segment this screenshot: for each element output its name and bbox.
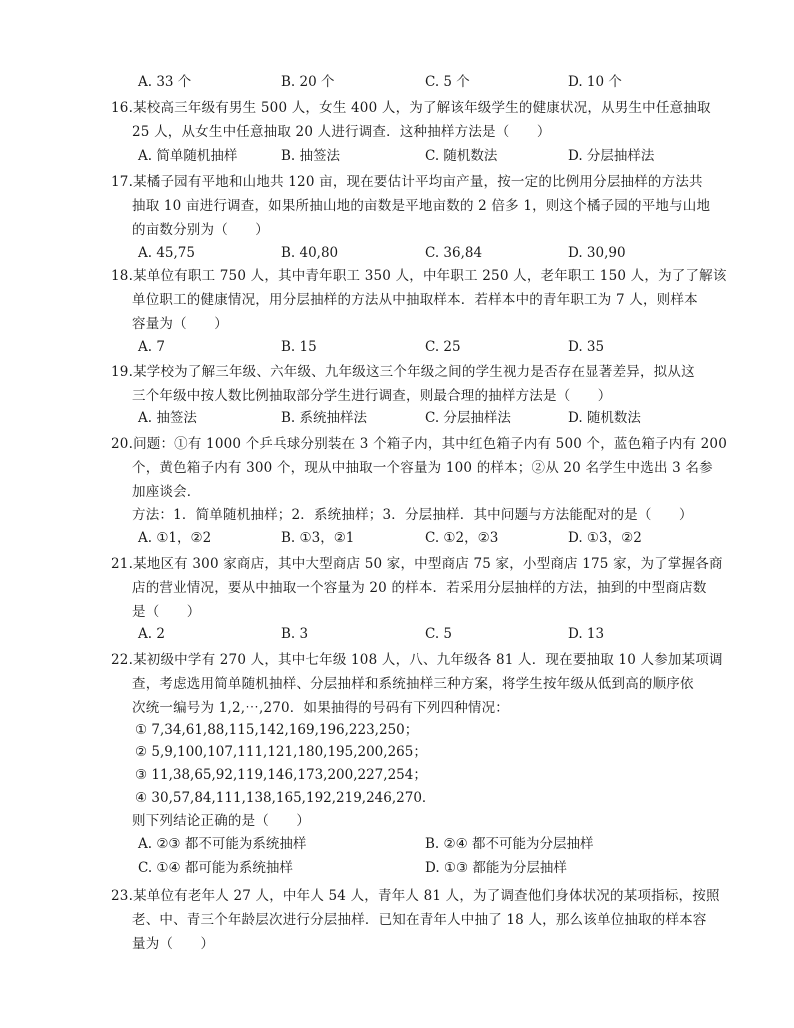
q19-option-a: A. 抽签法 bbox=[138, 410, 197, 426]
q17-stem-line-3: 的亩数分别为（ ） bbox=[132, 222, 269, 238]
q21-stem-line-1: 21.某地区有 300 家商店，其中大型商店 50 家，中型商店 75 家，小型商店 175 家，为了掌握各商 bbox=[111, 556, 723, 572]
q18-option-b: B. 15 bbox=[281, 339, 317, 355]
q22-option-b: B. ②④ 都不可能为分层抽样 bbox=[425, 836, 594, 852]
q15-option-b: B. 20 个 bbox=[281, 74, 335, 90]
q22-sample-1: ① 7,34,61,88,115,142,169,196,223,250； bbox=[135, 722, 419, 738]
q22-stem-line-3: 次统一编号为 1,2,⋯,270．如果抽得的号码有下列四种情况： bbox=[132, 700, 510, 716]
q19-stem-line-1: 19.某学校为了解三年级、六年级、九年级这三个年级之间的学生视力是否存在显著差异，拟从这 bbox=[111, 364, 695, 380]
q22-option-c: C. ①④ 都可能为系统抽样 bbox=[138, 860, 293, 876]
q20-option-a: A. ①1，②2 bbox=[138, 530, 212, 546]
q19-option-b: B. 系统抽样法 bbox=[281, 410, 368, 426]
q16-option-b: B. 抽签法 bbox=[281, 148, 341, 164]
q18-option-a: A. 7 bbox=[138, 339, 165, 355]
q22-option-d: D. ①③ 都能为分层抽样 bbox=[425, 860, 567, 876]
q17-option-a: A. 45,75 bbox=[138, 245, 195, 261]
q17-option-b: B. 40,80 bbox=[281, 245, 339, 261]
q17-stem-line-2: 抽取 10 亩进行调查，如果所抽山地的亩数是平地亩数的 2 倍多 1，则这个橘子园的平地与山地 bbox=[132, 198, 711, 214]
q23-stem-line-2: 老、中、青三个年龄层次进行分层抽样．已知在青年人中抽了 18 人，那么该单位抽取的样本容 bbox=[132, 912, 707, 928]
q18-stem-line-3: 容量为（ ） bbox=[132, 316, 228, 332]
q19-option-d: D. 随机数法 bbox=[568, 410, 641, 426]
q18-stem-line-1: 18.某单位有职工 750 人，其中青年职工 350 人，中年职工 250 人，老年职工 150 人，为了了解该 bbox=[111, 268, 727, 284]
q20-stem-line-4: 方法：1．简单随机抽样；2．系统抽样；3．分层抽样．其中问题与方法能配对的是（ ） bbox=[132, 507, 693, 523]
q20-option-c: C. ①2，②3 bbox=[425, 530, 499, 546]
q21-stem-line-2: 店的营业情况，要从中抽取一个容量为 20 的样本．若采用分层抽样的方法，抽到的中型商店数 bbox=[132, 580, 707, 596]
q21-option-d: D. 13 bbox=[568, 626, 605, 642]
q20-stem-line-1: 20.问题：①有 1000 个乒乓球分别装在 3 个箱子内，其中红色箱子内有 500 个，蓝色箱子内有 200 bbox=[111, 436, 727, 452]
q19-option-c: C. 分层抽样法 bbox=[425, 410, 511, 426]
q16-stem-line-2: 25 人，从女生中任意抽取 20 人进行调查．这种抽样方法是（ ） bbox=[132, 124, 551, 140]
q20-stem-line-2: 个，黄色箱子内有 300 个，现从中抽取一个容量为 100 的样本；②从 20 名学生中选出 3 名参 bbox=[132, 460, 713, 476]
q18-option-c: C. 25 bbox=[425, 339, 461, 355]
q22-stem-line-2: 查，考虑选用简单随机抽样、分层抽样和系统抽样三种方案，将学生按年级从低到高的顺序依 bbox=[132, 676, 694, 692]
q15-option-c: C. 5 个 bbox=[425, 74, 470, 90]
q17-option-d: D. 30,90 bbox=[568, 245, 626, 261]
q16-option-c: C. 随机数法 bbox=[425, 148, 498, 164]
q16-option-a: A. 简单随机抽样 bbox=[138, 148, 238, 164]
q20-option-b: B. ①3，②1 bbox=[281, 530, 355, 546]
q22-stem-line-1: 22.某初级中学有 270 人，其中七年级 108 人，八、九年级各 81 人．现在要抽取 10 人参加某项调 bbox=[111, 652, 723, 668]
q22-prompt: 则下列结论正确的是（ ） bbox=[132, 813, 311, 829]
q21-option-c: C. 5 bbox=[425, 626, 453, 642]
q22-sample-4: ④ 30,57,84,111,138,165,192,219,246,270． bbox=[135, 790, 436, 806]
q22-sample-3: ③ 11,38,65,92,119,146,173,200,227,254； bbox=[135, 767, 427, 783]
q18-stem-line-2: 单位职工的健康情况，用分层抽样的方法从中抽取样本．若样本中的青年职工为 7 人，则样本 bbox=[132, 292, 698, 308]
q16-stem-line-1: 16.某校高三年级有男生 500 人，女生 400 人，为了解该年级学生的健康状况，从男生中任意抽取 bbox=[111, 100, 711, 116]
q21-option-b: B. 3 bbox=[281, 626, 309, 642]
q21-stem-line-3: 是（ ） bbox=[132, 604, 201, 620]
q17-option-c: C. 36,84 bbox=[425, 245, 483, 261]
q15-option-a: A. 33 个 bbox=[138, 74, 192, 90]
q15-option-d: D. 10 个 bbox=[568, 74, 622, 90]
q19-stem-line-2: 三个年级中按人数比例抽取部分学生进行调查，则最合理的抽样方法是（ ） bbox=[132, 388, 612, 404]
q16-option-d: D. 分层抽样法 bbox=[568, 148, 655, 164]
q23-stem-line-1: 23.某单位有老年人 27 人，中年人 54 人，青年人 81 人，为了调查他们身体状况的某项指标，按照 bbox=[111, 888, 720, 904]
q20-option-d: D. ①3，②2 bbox=[568, 530, 642, 546]
q21-option-a: A. 2 bbox=[138, 626, 165, 642]
q17-stem-line-1: 17.某橘子园有平地和山地共 120 亩，现在要估计平均亩产量，按一定的比例用分层抽样的方法共 bbox=[111, 174, 703, 190]
q22-sample-2: ② 5,9,100,107,111,121,180,195,200,265； bbox=[135, 744, 427, 760]
q22-option-a: A. ②③ 都不可能为系统抽样 bbox=[138, 836, 307, 852]
q18-option-d: D. 35 bbox=[568, 339, 605, 355]
q23-stem-line-3: 量为（ ） bbox=[132, 936, 215, 952]
q20-stem-line-3: 加座谈会． bbox=[132, 484, 201, 500]
